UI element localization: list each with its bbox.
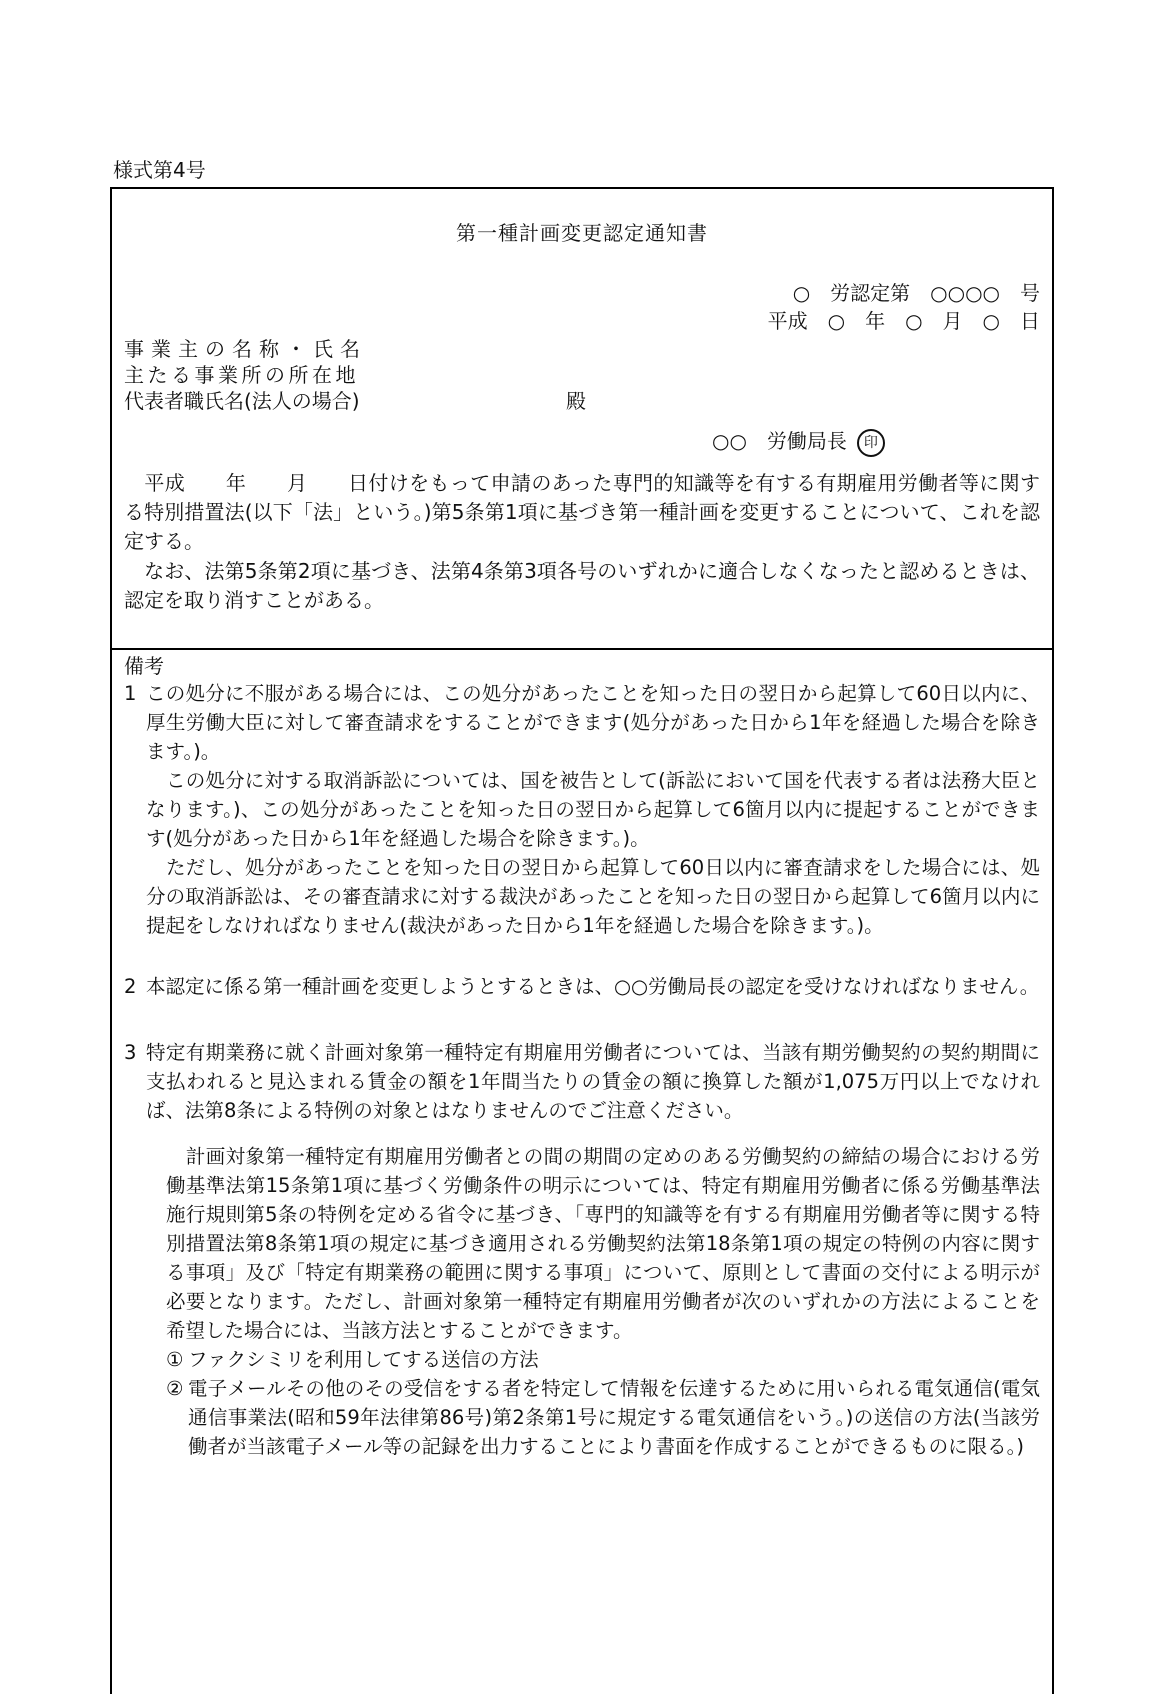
labor-conditions-note <box>166 1142 1040 1461</box>
remark-paragraph: ただし、処分があったことを知った日の翌日から起算して60日以内に審査請求をした場合には、処分の取消訴訟は、その審査請求に対する裁決があったことを知った日の翌日から起算して6箇月以内に提起をしなければなりません(裁決があった日から1年を経過した場合を除きます。)。 <box>146 856 1040 937</box>
remarks-heading: 備考 <box>124 654 164 678</box>
honorific: 殿 <box>566 389 586 413</box>
document-title: 第一種計画変更認定通知書 <box>456 221 708 245</box>
office-address-label: 主たる事業所の所在地 <box>124 363 359 387</box>
remark-item-1 <box>124 679 1040 940</box>
remark-item-3 <box>124 1038 1040 1125</box>
certification-number: ○ 労認定第 ○○○○ 号 <box>792 281 1040 305</box>
notice-section <box>112 189 1052 650</box>
method-mark: ① <box>166 1348 184 1371</box>
issuer-line <box>712 427 885 457</box>
form-number: 様式第4号 <box>113 158 206 182</box>
remark-number: 3 <box>124 1041 137 1064</box>
notice-date: 平成 ○ 年 ○ 月 ○ 日 <box>767 309 1040 333</box>
method-text: ファクシミリを利用してする送信の方法 <box>188 1348 539 1371</box>
remark-paragraph: 本認定に係る第一種計画を変更しようとするときは、○○労働局長の認定を受けなければなりません。 <box>146 975 1040 998</box>
remark-number: 1 <box>124 682 137 705</box>
remark-paragraph: この処分に不服がある場合には、この処分があったことを知った日の翌日から起算して60日以内に、厚生労働大臣に対して審査請求をすることができます(処分があった日から1年を経過した場合を除きます。)。 <box>146 682 1040 763</box>
notice-body-revocation: なお、法第5条第2項に基づき、法第4条第3項各号のいずれかに適合しなくなったと認めるときは、認定を取り消すことがある。 <box>124 559 1040 612</box>
notice-body-approval: 平成 年 月 日付けをもって申請のあった専門的知識等を有する有期雇用労働者等に関する特別措置法(以下「法」という。)第5条第1項に基づき第一種計画を変更することについて、これを認定する。 <box>124 471 1040 553</box>
representative-label: 代表者職氏名(法人の場合) <box>124 389 360 413</box>
issuer-name: ○○ 労働局長 <box>712 429 847 453</box>
method-text: 電子メールその他のその受信をする者を特定して情報を伝達するために用いられる電気通信(電気通信事業法(昭和59年法律第86号)第2条第1号に規定する電気通信をいう。)の送信の方法(当該労働者が当該電子メール等の記録を出力することにより書面を作成することができるものに限る。) <box>188 1377 1040 1458</box>
seal-icon: 印 <box>857 429 885 457</box>
method-item-fax <box>166 1345 1040 1374</box>
employer-name-label: 事業主の名称・氏名 <box>124 337 367 361</box>
remark-paragraph: この処分に対する取消訴訟については、国を被告として(訴訟において国を代表する者は法務大臣となります。)、この処分があったことを知った日の翌日から起算して6箇月以内に提起することができます(処分があった日から1年を経過した場合を除きます。)。 <box>146 769 1040 850</box>
notice-frame <box>110 187 1054 1694</box>
remark-item-2 <box>124 972 1040 1001</box>
remark-paragraph: 特定有期業務に就く計画対象第一種特定有期雇用労働者については、当該有期労働契約の契約期間に支払われると見込まれる賃金の額を1年間当たりの賃金の額に換算した額が1,075万円以上でなければ、法第8条による特例の対象とはなりませんのでご注意ください。 <box>146 1041 1040 1122</box>
method-item-email <box>166 1374 1040 1461</box>
remark-number: 2 <box>124 975 137 998</box>
special-note-text: 計画対象第一種特定有期雇用労働者との間の期間の定めのある労働契約の締結の場合における労働基準法第15条第1項に基づく労働条件の明示については、特定有期雇用労働者に係る労働基準法施行規則第5条の特例を定める省令に基づき、「専門的知識等を有する有期雇用労働者等に関する特別措置法第8条第1項の規定に基づき適用される労働契約法第18条第1項の規定の特例の内容に関する事項」及び「特定有期業務の範囲に関する事項」について、原則として書面の交付による明示が必要となります。ただし、計画対象第一種特定有期雇用労働者が次のいずれかの方法によることを希望した場合には、当該方法とすることができます。 <box>166 1145 1040 1342</box>
method-mark: ② <box>166 1377 184 1400</box>
